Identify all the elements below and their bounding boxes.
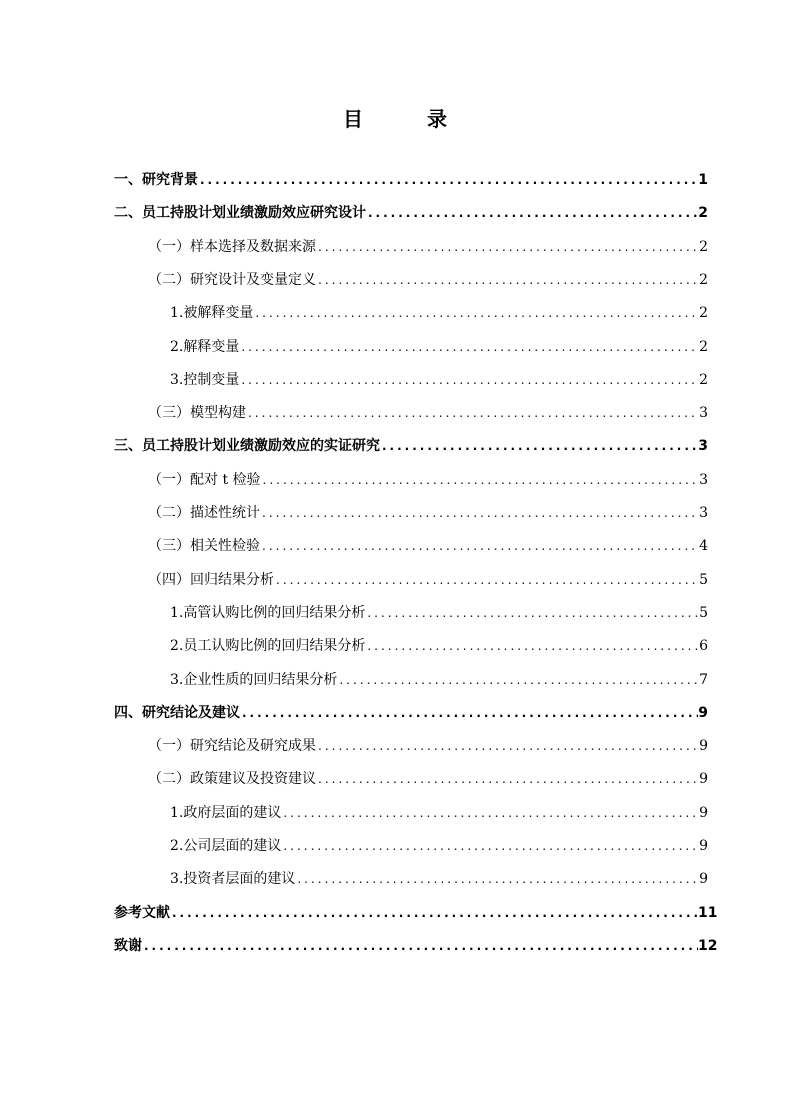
toc-entry-page-number: 1 [698,172,708,188]
toc-dot-leader [316,732,698,760]
toc-dot-leader [380,432,698,460]
toc-entry[interactable] [170,333,708,361]
toc-dot-leader [253,299,698,327]
toc-entry-label: 投资者层面的建议 [183,871,296,888]
toc-entry-page-number: 2 [699,271,708,288]
toc-entry[interactable] [170,666,708,694]
toc-entry-label: 高管认购比例的回归结果分析 [183,604,366,621]
toc-dot-leader [281,799,698,827]
toc-entry-label: 企业性质的回归结果分析 [183,671,338,688]
toc-entry-page-number: 3 [698,438,708,455]
toc-dot-leader [365,632,698,660]
toc-entry[interactable] [148,566,708,594]
toc-entry-label: 描述性统计 [190,505,260,521]
toc-entry-page-number: 9 [699,871,708,888]
toc-dot-leader [316,765,698,793]
toc-entry-page-number: 9 [699,838,708,854]
toc-entry-label: 解释变量 [183,338,240,355]
toc-entry-label: 控制变量 [183,371,240,388]
toc-entry-page-number: 5 [699,571,708,588]
toc-entry-page-number: 3 [699,471,708,488]
toc-entry[interactable] [148,266,708,294]
toc-entry-number: （一） [148,471,190,488]
toc-entry[interactable] [114,699,708,727]
toc-entry[interactable] [170,299,708,327]
toc-entry-label: 公司层面的建议 [183,838,282,854]
toc-entry[interactable] [114,166,708,194]
toc-entry-label: 参考文献 [114,904,170,921]
toc-entry-number: 3. [170,871,184,888]
toc-title: 目 录 [343,107,469,131]
toc-entry-number: 3. [170,671,184,688]
toc-entry-number: （一） [148,738,190,755]
toc-dot-leader [198,166,698,194]
toc-dot-leader [142,932,698,960]
toc-entry[interactable] [148,233,708,261]
toc-entry[interactable] [170,599,708,627]
toc-entry[interactable] [170,832,708,860]
toc-dot-leader [260,532,698,560]
toc-entry-number: 三、 [114,438,142,455]
toc-entry-number: 1. [170,305,184,322]
toc-entry-number: （四） [148,571,190,588]
toc-dot-leader [239,366,698,394]
toc-entry-label: 研究背景 [142,172,198,188]
toc-dot-leader [246,399,698,427]
toc-entry-number: （二） [148,771,190,788]
toc-entry-page-number: 9 [699,804,708,821]
toc-entry[interactable] [170,632,708,660]
toc-dot-leader [316,266,698,294]
toc-entry-number: 2. [170,638,184,655]
toc-entry-label: 员工持股计划业绩激励效应研究设计 [142,205,366,222]
toc-entry-label: 回归结果分析 [190,571,274,588]
toc-entry-label: 模型构建 [190,405,246,422]
toc-entry-label: 相关性检验 [190,538,260,555]
toc-entry-number: （三） [148,405,190,422]
toc-entry-page-number: 5 [699,604,708,621]
toc-dot-leader [239,333,698,361]
toc-entry[interactable] [170,366,708,394]
toc-dot-leader [365,599,698,627]
toc-entry-label: 员工持股计划业绩激励效应的实证研究 [142,438,380,455]
toc-entry-number: 3. [170,371,184,388]
toc-entry-page-number: 4 [699,538,708,555]
toc-dot-leader [316,233,698,261]
toc-dot-leader [281,832,698,860]
toc-entry-page-number: 11 [698,904,718,921]
toc-entry-label: 研究设计及变量定义 [190,271,316,288]
toc-entry-page-number: 2 [699,338,708,355]
toc-entry-label: 致谢 [114,937,142,954]
toc-dot-leader [295,865,698,893]
toc-entry[interactable] [148,532,708,560]
toc-entry-label: 被解释变量 [183,305,254,322]
toc-entry[interactable] [148,765,708,793]
toc-entry[interactable] [114,932,718,960]
toc-entry[interactable] [114,432,708,460]
toc-entry-number: （二） [148,505,190,521]
toc-dot-leader [366,199,698,227]
toc-entry-label: 样本选择及数据来源 [190,238,316,255]
toc-entry-number: 一、 [114,172,142,188]
toc-entry-label: 员工认购比例的回归结果分析 [183,638,366,655]
toc-entry-label: 配对 t 检验 [190,471,261,488]
toc-entry-number: 四、 [114,704,142,721]
toc-entry-page-number: 7 [699,671,708,688]
toc-entry-number: （二） [148,271,190,288]
toc-entry-label: 政策建议及投资建议 [190,771,316,788]
toc-entry-page-number: 3 [699,505,708,521]
toc-entry[interactable] [148,732,708,760]
toc-dot-leader [260,499,698,527]
toc-entry-number: 二、 [114,205,142,222]
toc-dot-leader [261,466,698,494]
toc-entry[interactable] [114,899,718,927]
toc-entry-label: 研究结论及研究成果 [190,738,316,755]
toc-entry-page-number: 9 [698,704,708,721]
toc-entry-page-number: 2 [699,238,708,255]
toc-entry[interactable] [148,499,708,527]
toc-entry-number: （三） [148,538,190,555]
toc-dot-leader [240,699,698,727]
toc-entry-number: （一） [148,238,190,255]
toc-dot-leader [170,899,698,927]
toc-entry[interactable] [170,865,708,893]
toc-entry-number: 1. [170,604,184,621]
toc-entry-page-number: 6 [699,638,708,655]
toc-entry-page-number: 12 [698,937,718,954]
toc-entry[interactable] [148,466,708,494]
toc-entry-page-number: 2 [699,371,708,388]
toc-entry-page-number: 9 [699,738,708,755]
toc-dot-leader [337,666,698,694]
toc-entry-number: 1. [170,804,184,821]
toc-entry-label: 研究结论及建议 [142,704,240,721]
toc-entry-page-number: 2 [698,205,708,222]
toc-entry[interactable] [148,399,708,427]
toc-entry[interactable] [170,799,708,827]
toc-entry-label: 政府层面的建议 [183,804,282,821]
toc-entry[interactable] [114,199,708,227]
toc-dot-leader [274,566,698,594]
toc-entry-number: 2. [170,838,184,854]
toc-entry-page-number: 2 [699,305,708,322]
toc-entry-number: 2. [170,338,184,355]
toc-entry-page-number: 3 [699,405,708,422]
toc-entry-page-number: 9 [699,771,708,788]
